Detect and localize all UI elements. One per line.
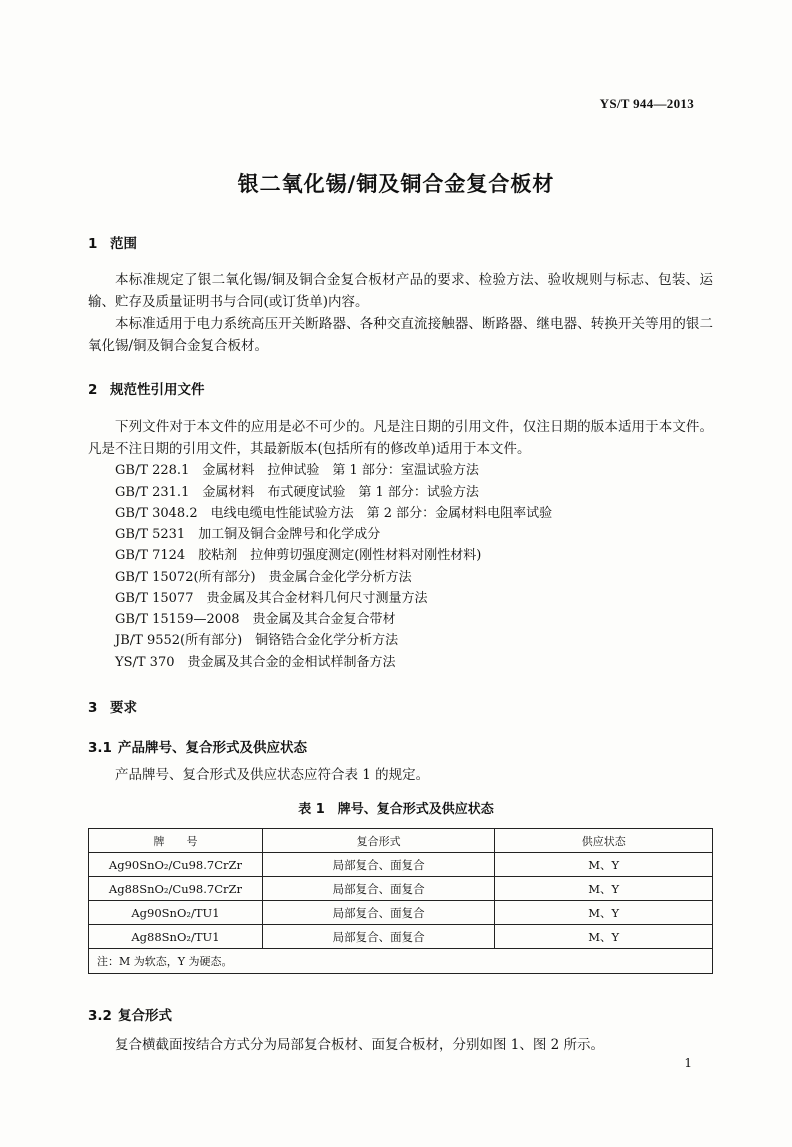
section-3-2-paragraph: 复合横截面按结合方式分为局部复合板材、面复合板材，分别如图 1、图 2 所示。	[115, 1037, 605, 1053]
section-2-number: 2	[88, 382, 98, 398]
header-grade: 牌 号	[89, 829, 263, 853]
reference-item: GB/T 228.1 金属材料 拉伸试验 第 1 部分：室温试验方法	[115, 463, 479, 478]
section-3-1-paragraph: 产品牌号、复合形式及供应状态应符合表 1 的规定。	[115, 767, 430, 783]
table-row	[89, 901, 713, 925]
cell-grade: Ag90SnO₂/Cu98.7CrZr	[89, 853, 263, 877]
cell-grade: Ag88SnO₂/Cu98.7CrZr	[89, 877, 263, 901]
cell-grade: Ag90SnO₂/TU1	[89, 901, 263, 925]
table-row	[89, 925, 713, 949]
section-1-paragraph-2: 本标准适用于电力系统高压开关断路器、各种交直流接触器、断路器、继电器、转换开关等用的银二氧化锡/铜及铜合金复合板材。	[88, 316, 713, 354]
page-number: 1	[684, 1056, 692, 1070]
section-3-title: 要求	[110, 700, 137, 716]
table-note-row	[89, 949, 713, 974]
cell-state: M、Y	[495, 877, 713, 901]
cell-state: M、Y	[495, 901, 713, 925]
reference-item: GB/T 15072(所有部分) 贵金属合金化学分析方法	[115, 570, 412, 585]
section-2-title: 规范性引用文件	[110, 382, 205, 398]
header-composite-form: 复合形式	[262, 829, 495, 853]
section-3-1-number: 3.1	[88, 740, 112, 756]
standard-number: YS/T 944—2013	[599, 96, 694, 111]
section-1-number: 1	[88, 236, 98, 252]
section-2-paragraph-1: 下列文件对于本文件的应用是必不可少的。凡是注日期的引用文件，仅注日期的版本适用于本文件。凡是不注日期的引用文件，其最新版本(包括所有的修改单)适用于本文件。	[88, 419, 713, 457]
reference-item: GB/T 231.1 金属材料 布式硬度试验 第 1 部分：试验方法	[115, 485, 479, 500]
reference-item: JB/T 9552(所有部分) 铜铬锆合金化学分析方法	[115, 633, 399, 648]
cell-form: 局部复合、面复合	[262, 877, 495, 901]
document-title: 银二氧化锡/铜及铜合金复合板材	[237, 172, 555, 196]
table-row	[89, 853, 713, 877]
cell-form: 局部复合、面复合	[262, 901, 495, 925]
reference-item: YS/T 370 贵金属及其合金的金相试样制备方法	[115, 655, 396, 670]
section-1-heading	[88, 232, 137, 252]
reference-item: GB/T 15159—2008 贵金属及其合金复合带材	[115, 612, 396, 627]
section-3-1-title: 产品牌号、复合形式及供应状态	[118, 740, 307, 756]
section-3-2-heading	[88, 1004, 172, 1024]
cell-form: 局部复合、面复合	[262, 853, 495, 877]
cell-form: 局部复合、面复合	[262, 925, 495, 949]
section-2-heading	[88, 378, 205, 398]
reference-item: GB/T 15077 贵金属及其合金材料几何尺寸测量方法	[115, 591, 428, 606]
section-3-number: 3	[88, 700, 98, 716]
section-3-2-number: 3.2	[88, 1008, 112, 1024]
table-header-row	[89, 829, 713, 853]
table-row	[89, 877, 713, 901]
section-3-heading	[88, 696, 137, 716]
reference-item: GB/T 7124 胶粘剂 拉伸剪切强度测定(刚性材料对刚性材料)	[115, 548, 482, 563]
section-3-2-title: 复合形式	[118, 1008, 172, 1024]
cell-state: M、Y	[495, 925, 713, 949]
cell-state: M、Y	[495, 853, 713, 877]
section-1-paragraph-1: 本标准规定了银二氧化锡/铜及铜合金复合板材产品的要求、检验方法、验收规则与标志、包装、运输、贮存及质量证明书与合同(或订货单)内容。	[88, 272, 713, 310]
reference-item: GB/T 5231 加工铜及铜合金牌号和化学成分	[115, 527, 381, 542]
cell-grade: Ag88SnO₂/TU1	[89, 925, 263, 949]
table-1-caption: 表 1 牌号、复合形式及供应状态	[298, 802, 494, 817]
section-3-1-heading	[88, 736, 307, 756]
table-1	[88, 828, 713, 974]
section-1-title: 范围	[110, 236, 137, 252]
table-note: 注：M 为软态，Y 为硬态。	[89, 949, 713, 974]
reference-item: GB/T 3048.2 电线电缆电性能试验方法 第 2 部分：金属材料电阻率试验	[115, 506, 553, 521]
header-supply-state: 供应状态	[495, 829, 713, 853]
